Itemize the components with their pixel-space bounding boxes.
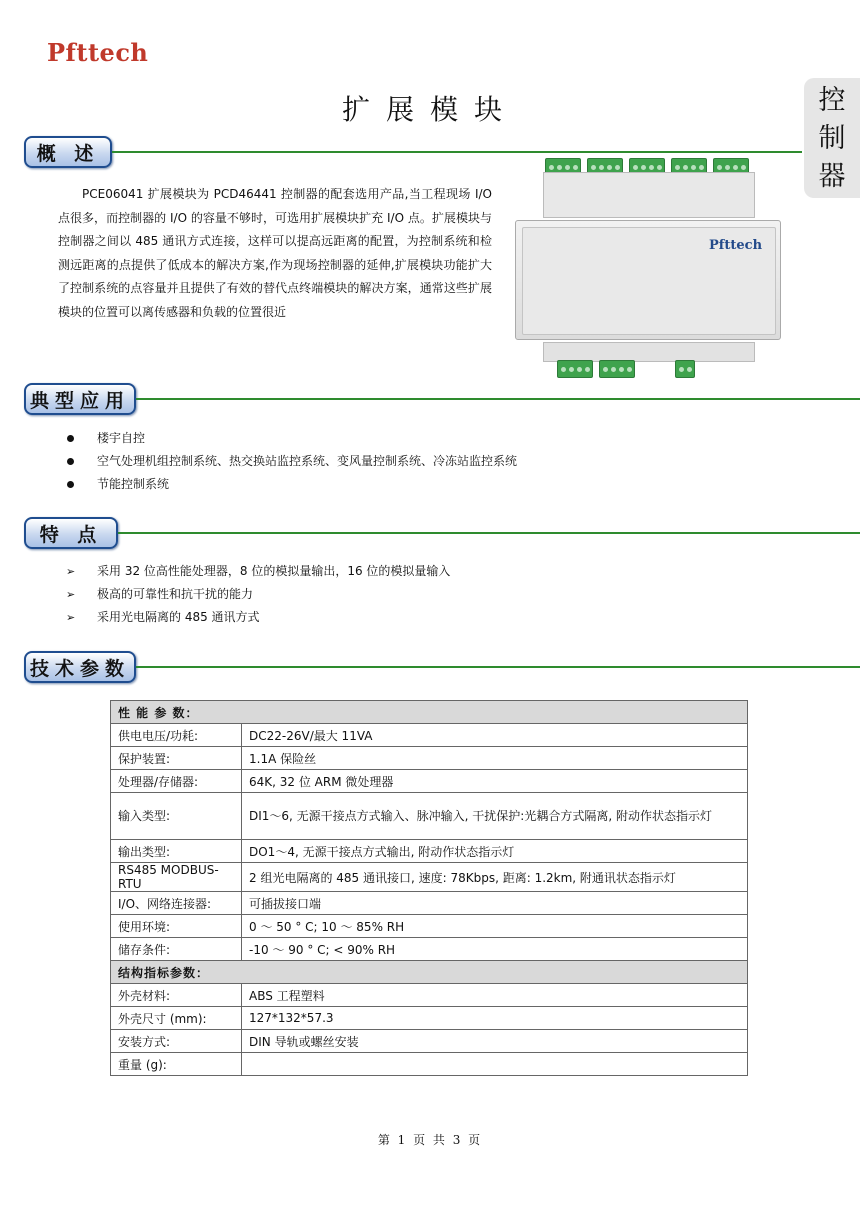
list-item: 节能控制系统 [66,473,517,496]
table-row: 外壳尺寸 (mm): 127*132*57.3 [111,1007,748,1030]
device-image [515,154,781,380]
section-divider [118,532,860,534]
side-tab-char: 制 [818,123,846,154]
section-divider [136,666,860,668]
category-side-tab [804,78,860,198]
table-row: 供电电压/功耗: DC22-26V/最大 11VA [111,724,748,747]
table-row: I/O、网络连接器: 可插拔接口端 [111,892,748,915]
applications-list [66,427,517,496]
overview-text: PCE06041 扩展模块为 PCD46441 控制器的配套选用产品,当工程现场 I/O 点很多，而控制器的 I/O 的容量不够时，可选用扩展模块扩充 I/O 点。扩展模块与控制器之间以 485 通讯方式连接，这样可以提高远距离的配置，为控制系统和检测远距离的点提供了低成本的解决方案,作为现场控制器的延伸,扩展模块功能扩大了控制系统的点容量并且提供了有效的替代点终端模块的解决方案，通常这些扩展模块的位置可以离传感器和负载的位置很近 [58,187,492,319]
page-footer: 第 1 页 共 3 页 [377,1133,483,1147]
terminal-block [557,360,593,378]
page-title: 扩展模块 [341,93,518,126]
company-logo: Pfttech [47,38,149,67]
table-row: 安装方式: DIN 导轨或螺丝安装 [111,1030,748,1053]
device-logo: Pfttech [709,238,763,253]
section-label: 特 点 [24,517,118,549]
table-row: 处理器/存储器: 64K, 32 位 ARM 微处理器 [111,770,748,793]
list-item: 空气处理机组控制系统、热交换站监控系统、变风量控制系统、冷冻站监控系统 [66,450,517,473]
table-row: 外壳材料: ABS 工程塑料 [111,984,748,1007]
bullet-dot-icon [67,481,74,488]
table-row: 输出类型: DO1～4, 无源干接点方式输出, 附动作状态指示灯 [111,840,748,863]
list-item: ➢ 采用光电隔离的 485 通讯方式 [66,610,260,624]
table-row: 输入类型: DI1～6, 无源干接点方式输入、脉冲输入, 干扰保护:光耦合方式隔离, 附动作状态指示灯 [111,793,748,840]
list-item: ➢ 采用 32 位高性能处理器，8 位的模拟量输出，16 位的模拟量输入 [66,564,451,578]
table-row: 保护装置: 1.1A 保险丝 [111,747,748,770]
overview-paragraph [58,183,492,325]
table-row: RS485 MODBUS-RTU 2 组光电隔离的 485 通讯接口, 速度: 78Kbps, 距离: 1.2km, 附通讯状态指示灯 [111,863,748,892]
table-group-label: 性 能 参 数： [111,701,748,724]
side-tab-char: 器 [818,161,846,192]
device-bottom-panel [543,342,755,362]
table-row: 重量 (g): [111,1053,748,1076]
bullet-dot-icon [67,458,74,465]
section-header-specs [24,650,860,684]
list-item: ➢ 极高的可靠性和抗干扰的能力 [66,587,254,601]
section-label: 技术参数 [24,651,136,683]
section-divider [136,398,860,400]
device-top-panel [543,172,755,218]
section-header-features [24,516,860,550]
table-row: 使用环境: 0 ～ 50 ° C; 10 ～ 85% RH [111,915,748,938]
list-item: 楼宇自控 [66,427,517,450]
bottom-terminal-blocks [557,360,635,378]
table-group-row [111,701,748,724]
table-group-label: 结构指标参数： [111,961,748,984]
terminal-block [675,360,695,378]
section-divider [112,151,802,153]
section-header-applications [24,382,860,416]
table-group-row [111,961,748,984]
section-label: 典型应用 [24,383,136,415]
arrow-bullet-icon: ➢ [66,588,76,601]
section-label: 概 述 [24,136,112,168]
arrow-bullet-icon: ➢ [66,611,76,624]
bottom-terminal-blocks [675,360,695,378]
terminal-block [599,360,635,378]
bullet-dot-icon [67,435,74,442]
spec-table [110,700,748,1076]
features-list [66,560,450,629]
table-row: 储存条件: -10 ～ 90 ° C; < 90% RH [111,938,748,961]
side-tab-char: 控 [818,85,846,116]
arrow-bullet-icon: ➢ [66,565,76,578]
